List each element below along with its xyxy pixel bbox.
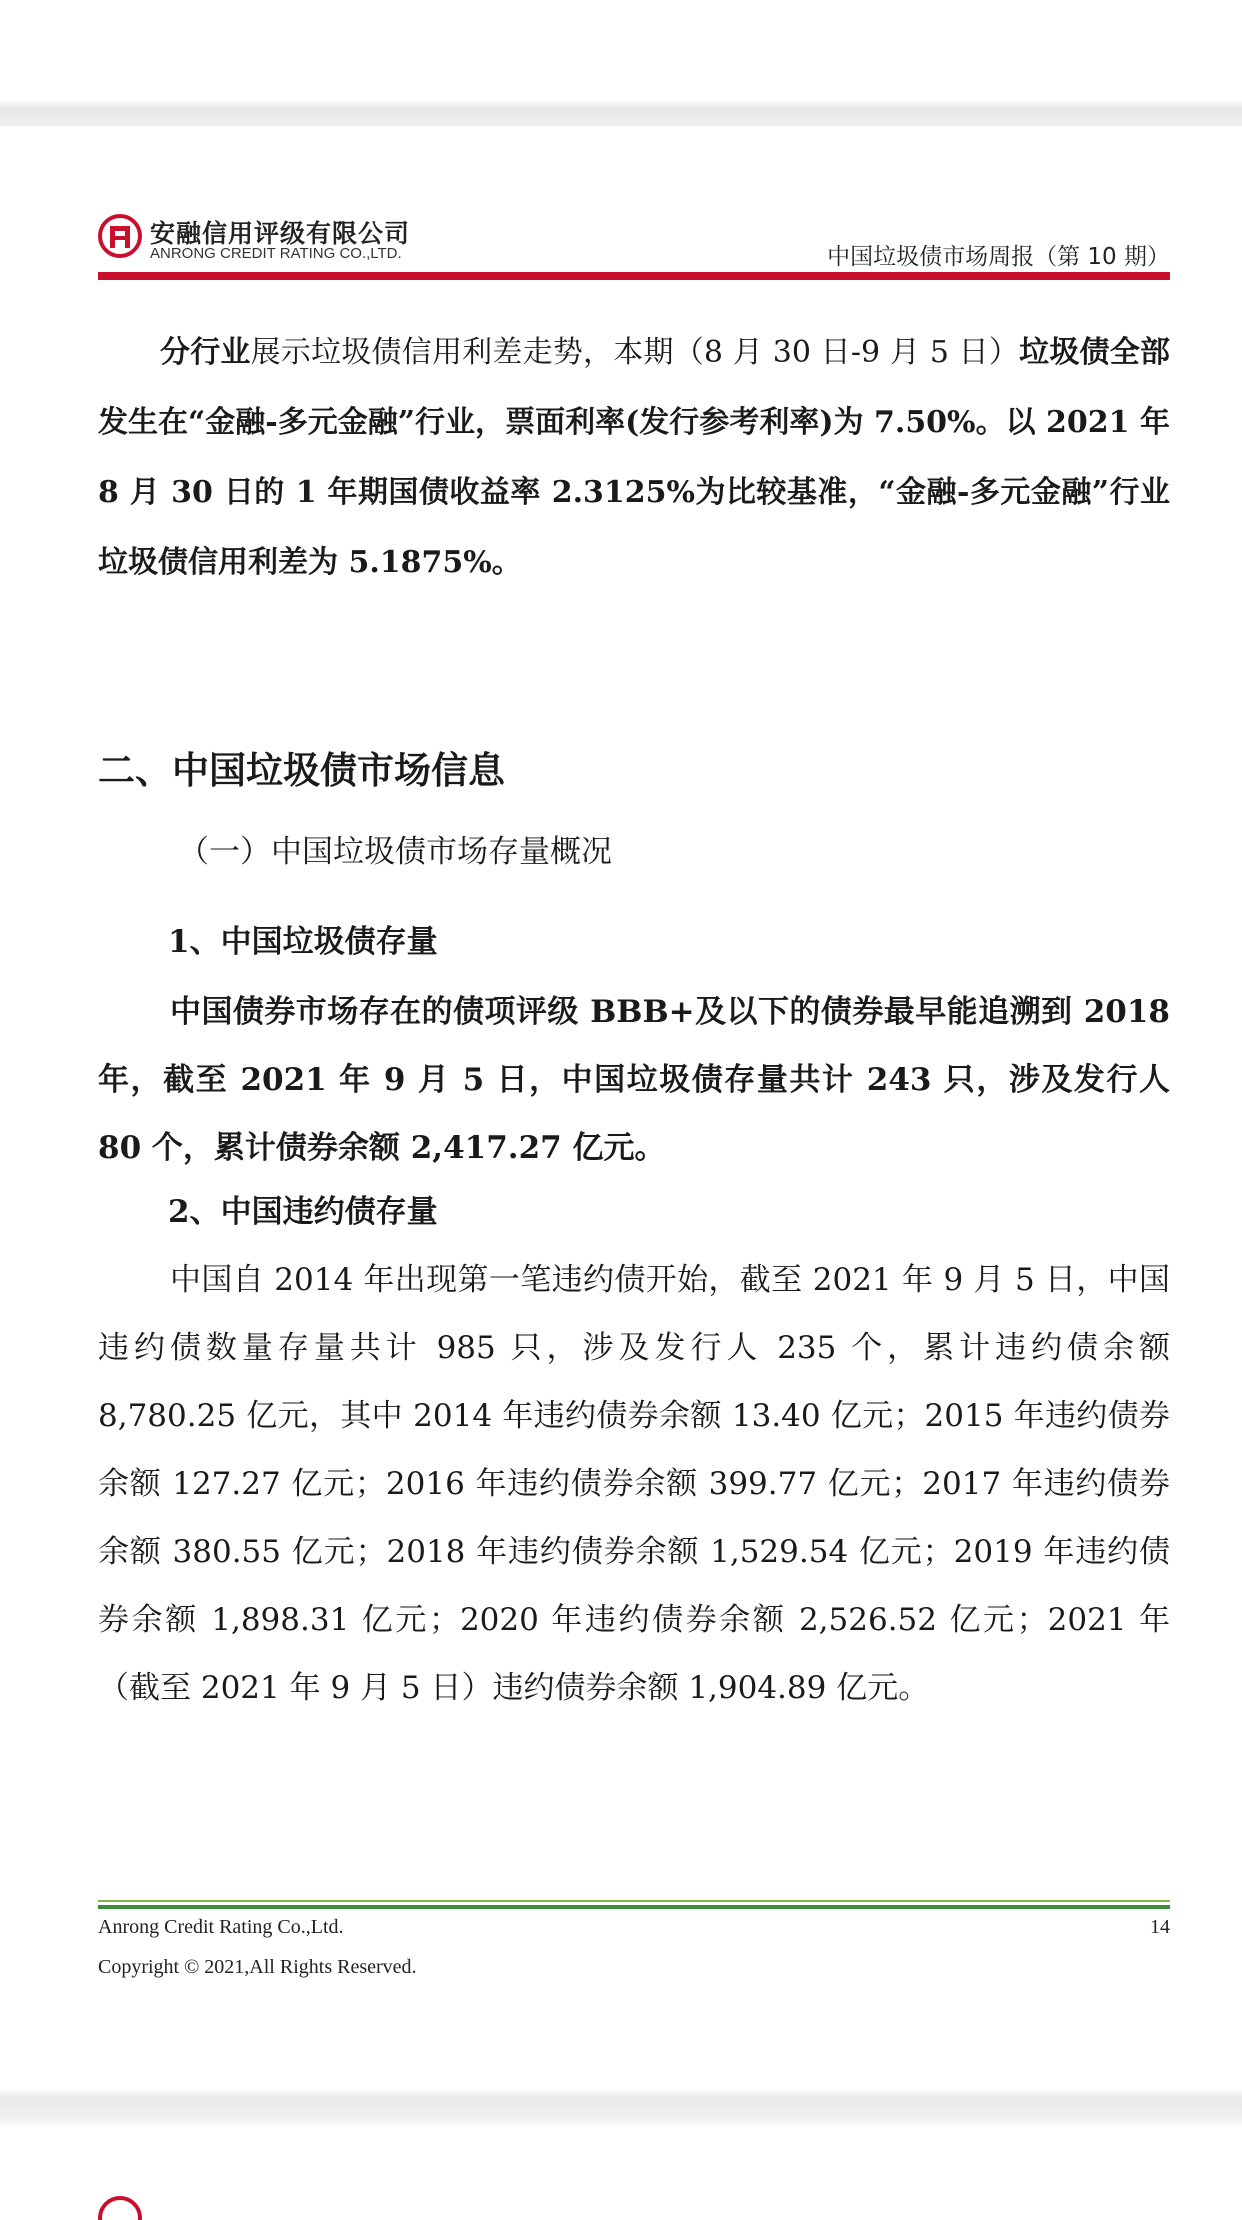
footer-divider-light xyxy=(98,1900,1170,1902)
page-number: 14 xyxy=(1150,1916,1170,1938)
intro-paragraph xyxy=(98,318,1170,598)
header-divider xyxy=(98,272,1170,280)
footer-divider xyxy=(98,1905,1170,1909)
section-heading: 二、中国垃圾债市场信息 xyxy=(98,749,505,792)
anrong-logo-icon xyxy=(98,214,142,258)
item2-paragraph: 中国自 2014 年出现第一笔违约债开始，截至 2021 年 9 月 5 日，中国违约债数量存量共计 985 只，涉及发行人 235 个，累计违约债余额 8,780.25 亿元，其中 2014 年违约债券余额 13.40 亿元；2015 年违约债券余额 127.27 亿元；2016 年违约债券余额 399.77 亿元；2017 年违约债券余额 380.55 亿元；2018 年违约债券余额 1,529.54 亿元；2019 年违约债券余额 1,898.31 亿元；2020 年违约债券余额 2,526.52 亿元；2021 年（截至 2021 年 9 月 5 日）违约债券余额 1,904.89 亿元。 xyxy=(98,1262,1170,1706)
intro-rest: 垃圾债全部发生在“金融-多元金融”行业，票面利率(发行参考利率)为 7.50%。以 2021 年 8 月 30 日的 1 年期国债收益率 2.3125%为比较基准，“金融-多元金融”行业垃圾债信用利差为 5.1875%。 xyxy=(98,335,1170,580)
intro-light-text: 展示垃圾债信用利差走势，本期（8 月 30 日-9 月 5 日） xyxy=(250,335,1020,370)
item2-heading: 2、中国违约债存量 xyxy=(168,1194,438,1230)
next-page-logo-icon xyxy=(98,2196,142,2220)
page-separator-bottom xyxy=(0,2088,1242,2208)
intro-lead: 分行业 xyxy=(160,335,251,370)
item1-paragraph: 中国债券市场存在的债项评级 BBB+及以下的债券最早能追溯到 2018 年，截至 2021 年 9 月 5 日，中国垃圾债存量共计 243 只，涉及发行人 80 个，累计债券余额 2,417.27 亿元。 xyxy=(98,994,1170,1166)
page-separator-top xyxy=(0,0,1242,126)
logo-company-cn: 安融信用评级有限公司 xyxy=(150,219,411,248)
footer-copyright: Copyright © 2021,All Rights Reserved. xyxy=(98,1956,417,1978)
logo-company-en: ANRONG CREDIT RATING CO.,LTD. xyxy=(150,245,402,262)
report-title: 中国垃圾债市场周报（第 10 期） xyxy=(827,244,1170,270)
item1-heading: 1、中国垃圾债存量 xyxy=(168,924,438,960)
subsection-heading: （一）中国垃圾债市场存量概况 xyxy=(178,834,612,870)
footer-company: Anrong Credit Rating Co.,Ltd. xyxy=(98,1916,344,1938)
